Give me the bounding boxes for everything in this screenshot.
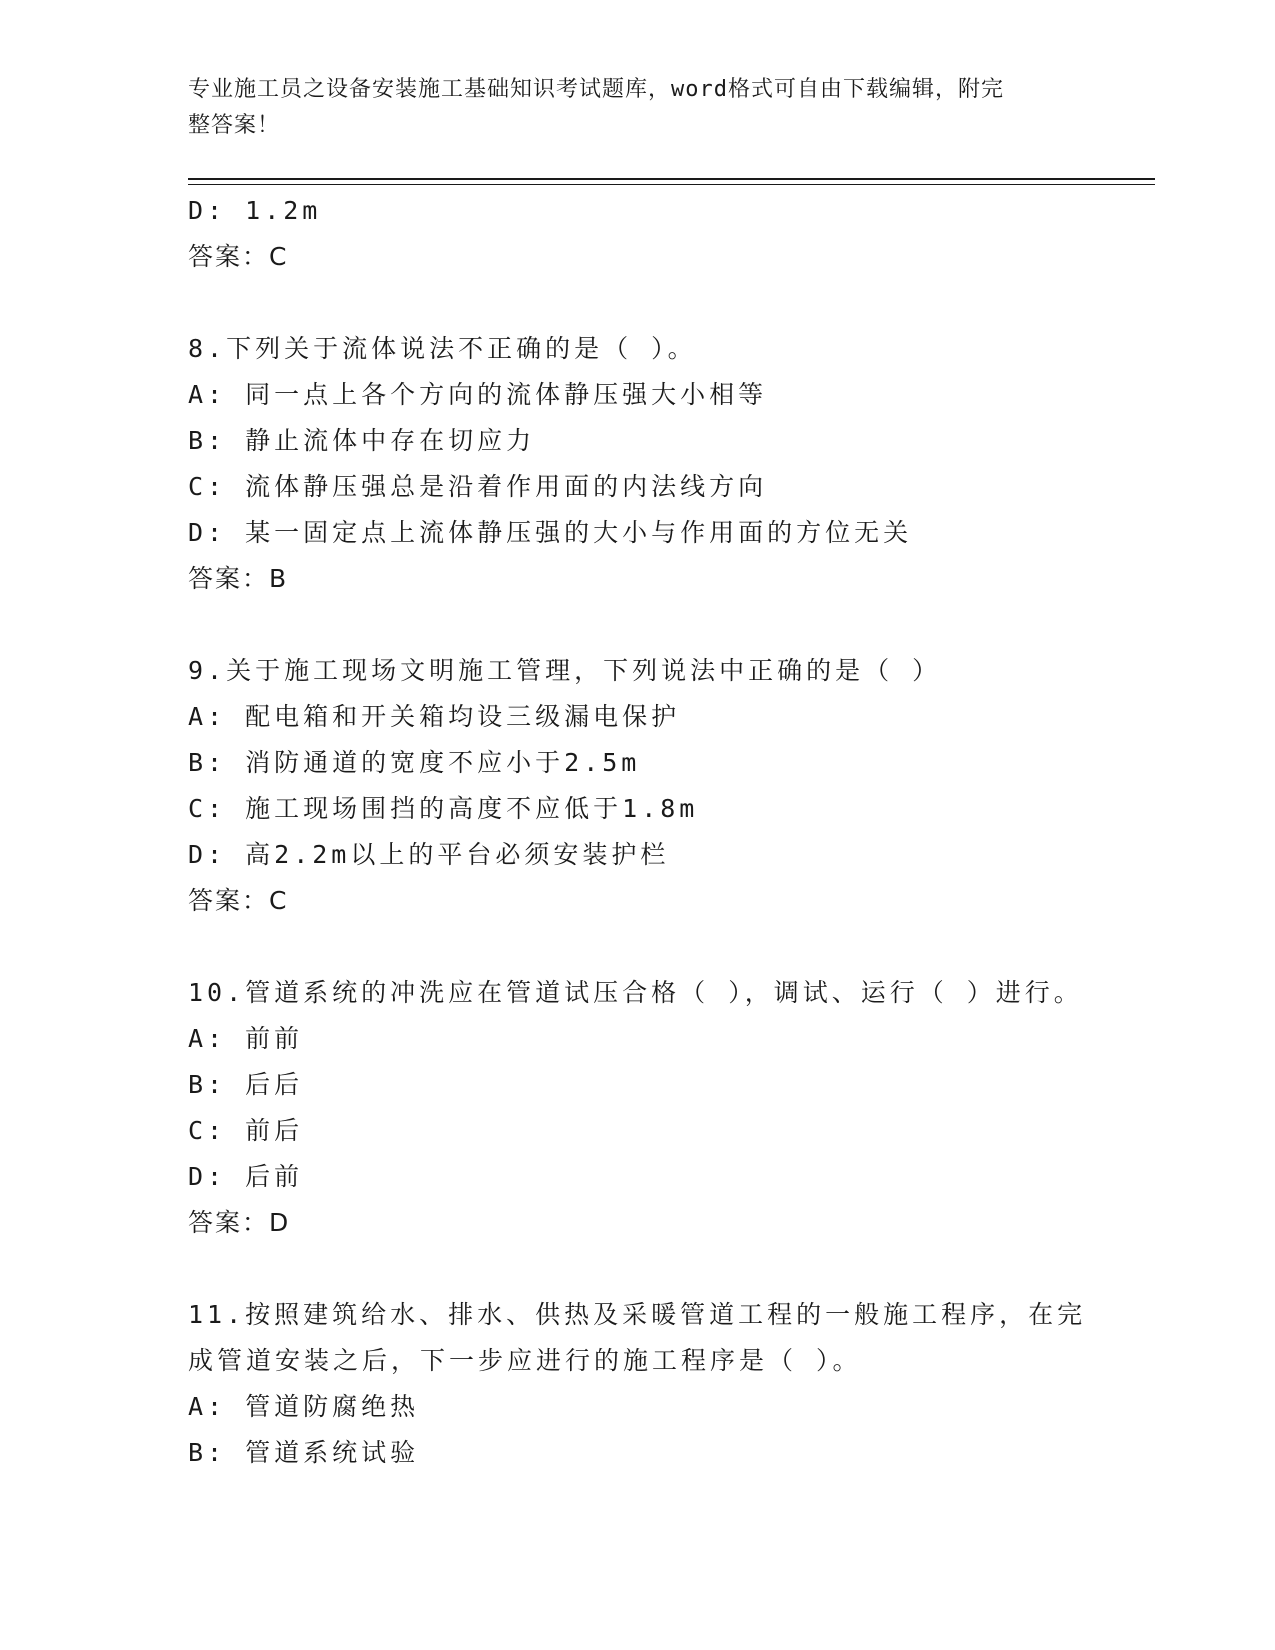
option-b: B: 静止流体中存在切应力 (188, 426, 536, 455)
option-a: A: 同一点上各个方向的流体静压强大小相等 (188, 380, 768, 409)
spacer (188, 602, 1148, 648)
answer: 答案：B (188, 564, 289, 593)
question-8 (188, 326, 1148, 602)
option-b: B: 管道系统试验 (188, 1438, 420, 1467)
answer: 答案：D (188, 1208, 291, 1237)
question-11 (188, 1292, 1148, 1476)
document-body (188, 188, 1148, 1476)
header-line-1: 专业施工员之设备安装施工基础知识考试题库，word格式可自由下载编辑，附完 (188, 77, 1004, 102)
question-10 (188, 970, 1148, 1246)
header-divider-thick (188, 178, 1155, 180)
option-d: D: 某一固定点上流体静压强的大小与作用面的方位无关 (188, 518, 913, 547)
spacer (188, 924, 1148, 970)
question-text-line-1: 11.按照建筑给水、排水、供热及采暖管道工程的一般施工程序，在完 (188, 1300, 1087, 1329)
option-a: A: 管道防腐绝热 (188, 1392, 420, 1421)
question-text: 10.管道系统的冲洗应在管道试压合格（ ），调试、运行（ ）进行。 (188, 978, 1083, 1007)
document-header (188, 72, 1068, 144)
header-line-2: 整答案！ (188, 113, 281, 138)
question-text: 8.下列关于流体说法不正确的是（ ）。 (188, 334, 697, 363)
option-c: C: 施工现场围挡的高度不应低于1.8m (188, 794, 699, 823)
option-d: D: 高2.2m以上的平台必须安装护栏 (188, 840, 670, 869)
option-b: B: 消防通道的宽度不应小于2.5m (188, 748, 641, 777)
question-text-line-2: 成管道安装之后，下一步应进行的施工程序是（ ）。 (188, 1346, 862, 1375)
option-c: C: 前后 (188, 1116, 304, 1145)
answer: 答案：C (188, 886, 289, 915)
option-d: D: 后前 (188, 1162, 304, 1191)
option-a: A: 配电箱和开关箱均设三级漏电保护 (188, 702, 681, 731)
option-c: C: 流体静压强总是沿着作用面的内法线方向 (188, 472, 768, 501)
question-text: 9.关于施工现场文明施工管理，下列说法中正确的是（ ） (188, 656, 942, 685)
question-9 (188, 648, 1148, 924)
header-divider-thin (188, 184, 1155, 185)
prev-option-d: D: 1.2m (188, 196, 322, 225)
spacer (188, 280, 1148, 326)
option-b: B: 后后 (188, 1070, 304, 1099)
spacer (188, 1246, 1148, 1292)
prev-answer: 答案：C (188, 242, 289, 271)
option-a: A: 前前 (188, 1024, 304, 1053)
